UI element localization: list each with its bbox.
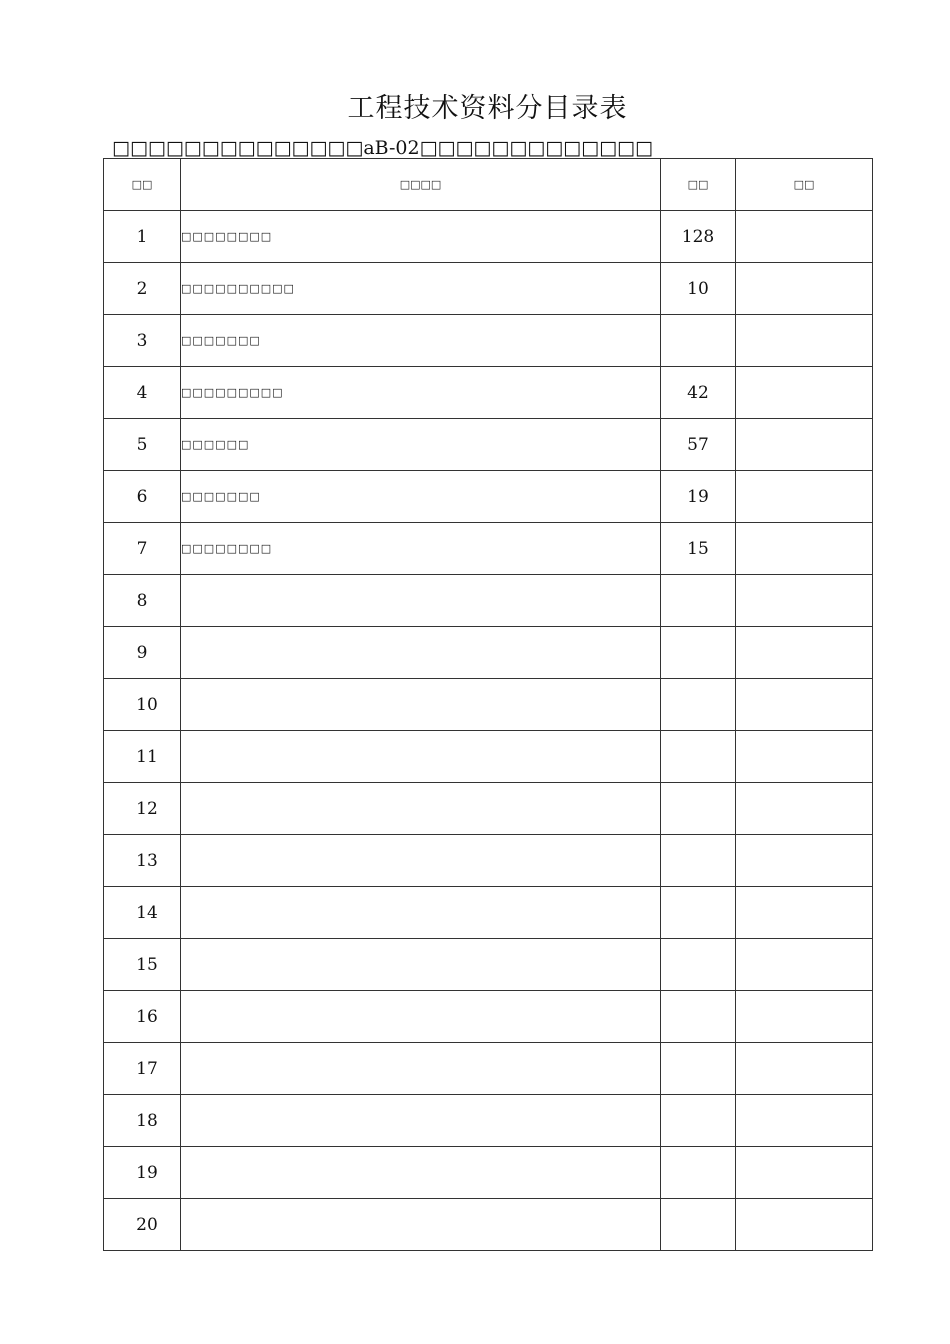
row-name: □□□□□□□□ bbox=[181, 523, 661, 575]
row-name: □□□□□□□□□ bbox=[181, 367, 661, 419]
table-row bbox=[104, 315, 873, 367]
row-name: □□□□□□ bbox=[181, 419, 661, 471]
row-name: □□□□□□□ bbox=[181, 471, 661, 523]
row-name: □□□□□□□□ bbox=[181, 211, 661, 263]
header-note: □□ bbox=[736, 159, 873, 211]
row-pages: 57 bbox=[661, 419, 736, 471]
row-name bbox=[181, 783, 661, 835]
row-note bbox=[736, 367, 873, 419]
table-row bbox=[104, 835, 873, 887]
row-number: 1 bbox=[104, 211, 181, 263]
document-subtitle: □□□□□□□□□□□□□□aB-02□□□□□□□□□□□□□ bbox=[112, 137, 653, 159]
row-note bbox=[736, 523, 873, 575]
row-number: 20 bbox=[104, 1199, 181, 1251]
row-note bbox=[736, 471, 873, 523]
row-pages: 19 bbox=[661, 471, 736, 523]
row-number: 16 bbox=[104, 991, 181, 1043]
row-pages bbox=[661, 939, 736, 991]
table-row bbox=[104, 471, 873, 523]
row-note bbox=[736, 419, 873, 471]
row-note bbox=[736, 835, 873, 887]
table-row bbox=[104, 367, 873, 419]
row-note bbox=[736, 1095, 873, 1147]
row-note bbox=[736, 627, 873, 679]
row-note bbox=[736, 991, 873, 1043]
row-note bbox=[736, 731, 873, 783]
row-name bbox=[181, 1199, 661, 1251]
row-number: 7 bbox=[104, 523, 181, 575]
row-name: □□□□□□□ bbox=[181, 315, 661, 367]
row-pages: 15 bbox=[661, 523, 736, 575]
row-number: 15 bbox=[104, 939, 181, 991]
table-row bbox=[104, 1043, 873, 1095]
row-pages: 10 bbox=[661, 263, 736, 315]
row-pages bbox=[661, 315, 736, 367]
row-number: 14 bbox=[104, 887, 181, 939]
row-number: 3 bbox=[104, 315, 181, 367]
table-row bbox=[104, 419, 873, 471]
row-name bbox=[181, 835, 661, 887]
row-name bbox=[181, 1147, 661, 1199]
table-row bbox=[104, 523, 873, 575]
row-number: 12 bbox=[104, 783, 181, 835]
row-number: 13 bbox=[104, 835, 181, 887]
row-pages bbox=[661, 731, 736, 783]
row-name bbox=[181, 939, 661, 991]
row-number: 10 bbox=[104, 679, 181, 731]
table-row bbox=[104, 1147, 873, 1199]
row-note bbox=[736, 575, 873, 627]
row-name bbox=[181, 1095, 661, 1147]
row-number: 11 bbox=[104, 731, 181, 783]
row-note bbox=[736, 783, 873, 835]
row-name bbox=[181, 627, 661, 679]
catalog-table bbox=[103, 158, 873, 1251]
row-number: 9 bbox=[104, 627, 181, 679]
row-note bbox=[736, 1147, 873, 1199]
header-pages: □□ bbox=[661, 159, 736, 211]
table-row bbox=[104, 263, 873, 315]
row-name: □□□□□□□□□□ bbox=[181, 263, 661, 315]
table-row bbox=[104, 939, 873, 991]
row-pages: 128 bbox=[661, 211, 736, 263]
row-note bbox=[736, 679, 873, 731]
table-body bbox=[104, 211, 873, 1251]
table-row bbox=[104, 679, 873, 731]
row-pages bbox=[661, 1095, 736, 1147]
row-number: 19 bbox=[104, 1147, 181, 1199]
row-name bbox=[181, 1043, 661, 1095]
table-row bbox=[104, 731, 873, 783]
row-pages: 42 bbox=[661, 367, 736, 419]
row-pages bbox=[661, 835, 736, 887]
row-pages bbox=[661, 783, 736, 835]
row-number: 4 bbox=[104, 367, 181, 419]
row-number: 5 bbox=[104, 419, 181, 471]
table-header-row bbox=[104, 159, 873, 211]
row-note bbox=[736, 211, 873, 263]
row-note bbox=[736, 887, 873, 939]
row-pages bbox=[661, 627, 736, 679]
row-number: 8 bbox=[104, 575, 181, 627]
header-no: □□ bbox=[104, 159, 181, 211]
row-name bbox=[181, 679, 661, 731]
table-row bbox=[104, 887, 873, 939]
row-pages bbox=[661, 991, 736, 1043]
row-pages bbox=[661, 887, 736, 939]
row-note bbox=[736, 263, 873, 315]
row-name bbox=[181, 991, 661, 1043]
row-pages bbox=[661, 1199, 736, 1251]
table-row bbox=[104, 991, 873, 1043]
row-number: 18 bbox=[104, 1095, 181, 1147]
table-row bbox=[104, 575, 873, 627]
row-pages bbox=[661, 1043, 736, 1095]
table-row bbox=[104, 1095, 873, 1147]
table-row bbox=[104, 783, 873, 835]
row-pages bbox=[661, 575, 736, 627]
row-pages bbox=[661, 679, 736, 731]
row-name bbox=[181, 887, 661, 939]
table-row bbox=[104, 211, 873, 263]
row-number: 2 bbox=[104, 263, 181, 315]
row-note bbox=[736, 1199, 873, 1251]
row-name bbox=[181, 731, 661, 783]
table-row bbox=[104, 1199, 873, 1251]
table-row bbox=[104, 627, 873, 679]
row-note bbox=[736, 315, 873, 367]
row-name bbox=[181, 575, 661, 627]
row-note bbox=[736, 939, 873, 991]
page-title: 工程技术资料分目录表 bbox=[347, 93, 628, 124]
header-name: □□□□ bbox=[181, 159, 661, 211]
row-number: 17 bbox=[104, 1043, 181, 1095]
row-number: 6 bbox=[104, 471, 181, 523]
row-note bbox=[736, 1043, 873, 1095]
row-pages bbox=[661, 1147, 736, 1199]
